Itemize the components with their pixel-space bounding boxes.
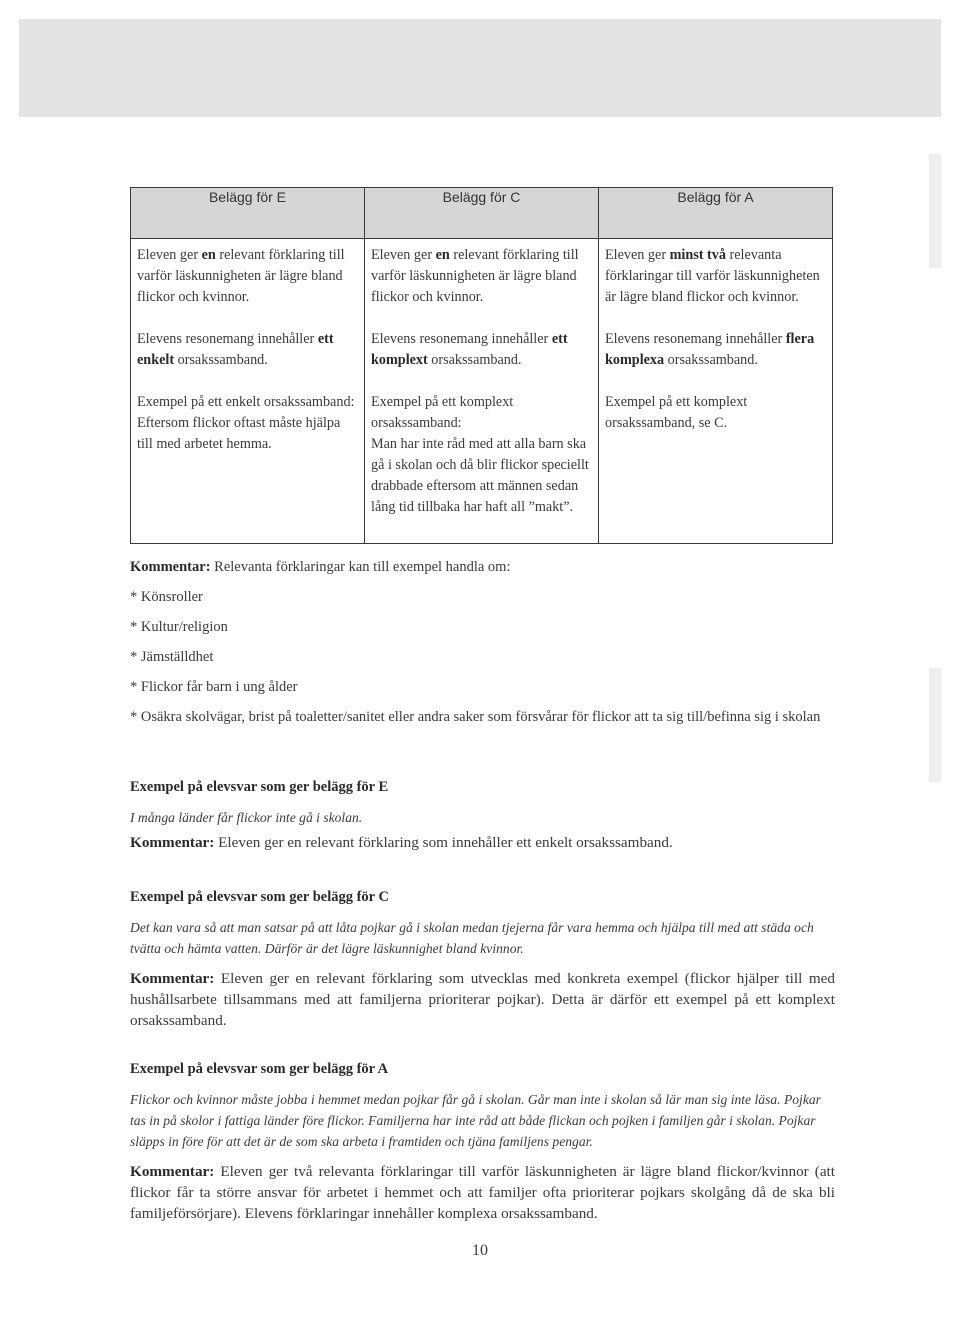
cell-e [131, 239, 365, 544]
header-c: Belägg för C [365, 188, 599, 239]
list-item: * Osäkra skolvägar, brist på toaletter/sanitet eller andra saker som försvårar för flickor att ta sig till/befinna sig i skolan [130, 709, 821, 725]
c-example: Exempel på ett komplext orsakssamband: Man har inte råd med att alla barn ska gå i skolan och då blir flickor speciellt drabbade eftersom att männen sedan lång tid tillbaka har haft all ”makt”. [371, 394, 589, 515]
example-heading: Exempel på elevsvar som ger belägg för E [130, 779, 389, 795]
header-a: Belägg för A [599, 188, 833, 239]
list-item: * Jämställdhet [130, 649, 214, 665]
a-example: Exempel på ett komplext orsakssamband, se C. [605, 394, 748, 431]
student-answer: Det kan vara så att man satsar på att låta pojkar gå i skolan medan tjejerna får vara hemma och hjälpa till med att städa och tvätta och hämta vatten. Därför är det lägre läskunnighet bland kvinnor. [130, 920, 814, 956]
list-item: * Könsroller [130, 589, 203, 605]
table-row [131, 239, 833, 544]
example-comment: Kommentar: Eleven ger två relevanta förklaringar till varför läskunnigheten är lägre bland flickor/kvinnor (att flickor får ta större ansvar för arbetet i hemmet och att familjer ofta prioriterar pojkars skolgång då de ska bli familjeförsörjare). Elevens förklaringar innehåller komplexa orsakssamband. [130, 1163, 835, 1222]
page-tab-marker [929, 668, 941, 782]
c-reasoning: Elevens resonemang innehåller ett komplext orsakssamband. [371, 331, 568, 368]
comment-section [130, 557, 835, 728]
c-criterion: Eleven ger en relevant förklaring till varför läskunnigheten är lägre bland flickor och kvinnor. [371, 247, 579, 305]
example-a [130, 1059, 835, 1224]
assessment-table [130, 187, 833, 544]
header-e: Belägg för E [131, 188, 365, 239]
table-header-row [131, 188, 833, 239]
example-c [130, 887, 835, 1031]
page-tab-marker [929, 154, 941, 268]
example-heading: Exempel på elevsvar som ger belägg för C [130, 889, 389, 905]
header-band [19, 19, 941, 117]
student-answer: I många länder får flickor inte gå i skolan. [130, 810, 363, 825]
e-example: Exempel på ett enkelt orsakssamband: Eftersom flickor oftast måste hjälpa till med arbetet hemma. [137, 394, 355, 452]
a-criterion: Eleven ger minst två relevanta förklaringar till varför läskunnigheten är lägre bland flickor och kvinnor. [605, 247, 820, 305]
example-e [130, 777, 835, 853]
example-comment: Kommentar: Eleven ger en relevant förklaring som utvecklas med konkreta exempel (flickor hjälper till med hushållsarbete tillsammans med att familjerna prioriterar pojkar). Detta är därför ett exempel på ett komplext orsakssamband. [130, 970, 835, 1029]
list-item: * Kultur/religion [130, 619, 228, 635]
e-criterion: Eleven ger en relevant förklaring till varför läskunnigheten är lägre bland flickor och kvinnor. [137, 247, 345, 305]
comment-intro: Kommentar: Relevanta förklaringar kan till exempel handla om: [130, 559, 511, 575]
cell-a [599, 239, 833, 544]
e-reasoning: Elevens resonemang innehåller ett enkelt orsakssamband. [137, 331, 334, 368]
a-reasoning: Elevens resonemang innehåller flera komplexa orsakssamband. [605, 331, 815, 368]
student-answer: Flickor och kvinnor måste jobba i hemmet medan pojkar får gå i skolan. Går man inte i skolan så lär man sig inte läsa. Pojkar tas in på skolor i fattiga länder före flickor. Familjerna har inte råd att både flickan och pojken i familjen går i skolan. Pojkar släpps in före för att det är de som ska arbeta i framtiden och tjäna familjens pengar. [130, 1092, 821, 1149]
example-heading: Exempel på elevsvar som ger belägg för A [130, 1061, 389, 1077]
example-comment: Kommentar: Eleven ger en relevant förklaring som innehåller ett enkelt orsakssamband. [130, 834, 673, 851]
cell-c [365, 239, 599, 544]
page-number: 10 [472, 1242, 488, 1259]
list-item: * Flickor får barn i ung ålder [130, 679, 298, 695]
